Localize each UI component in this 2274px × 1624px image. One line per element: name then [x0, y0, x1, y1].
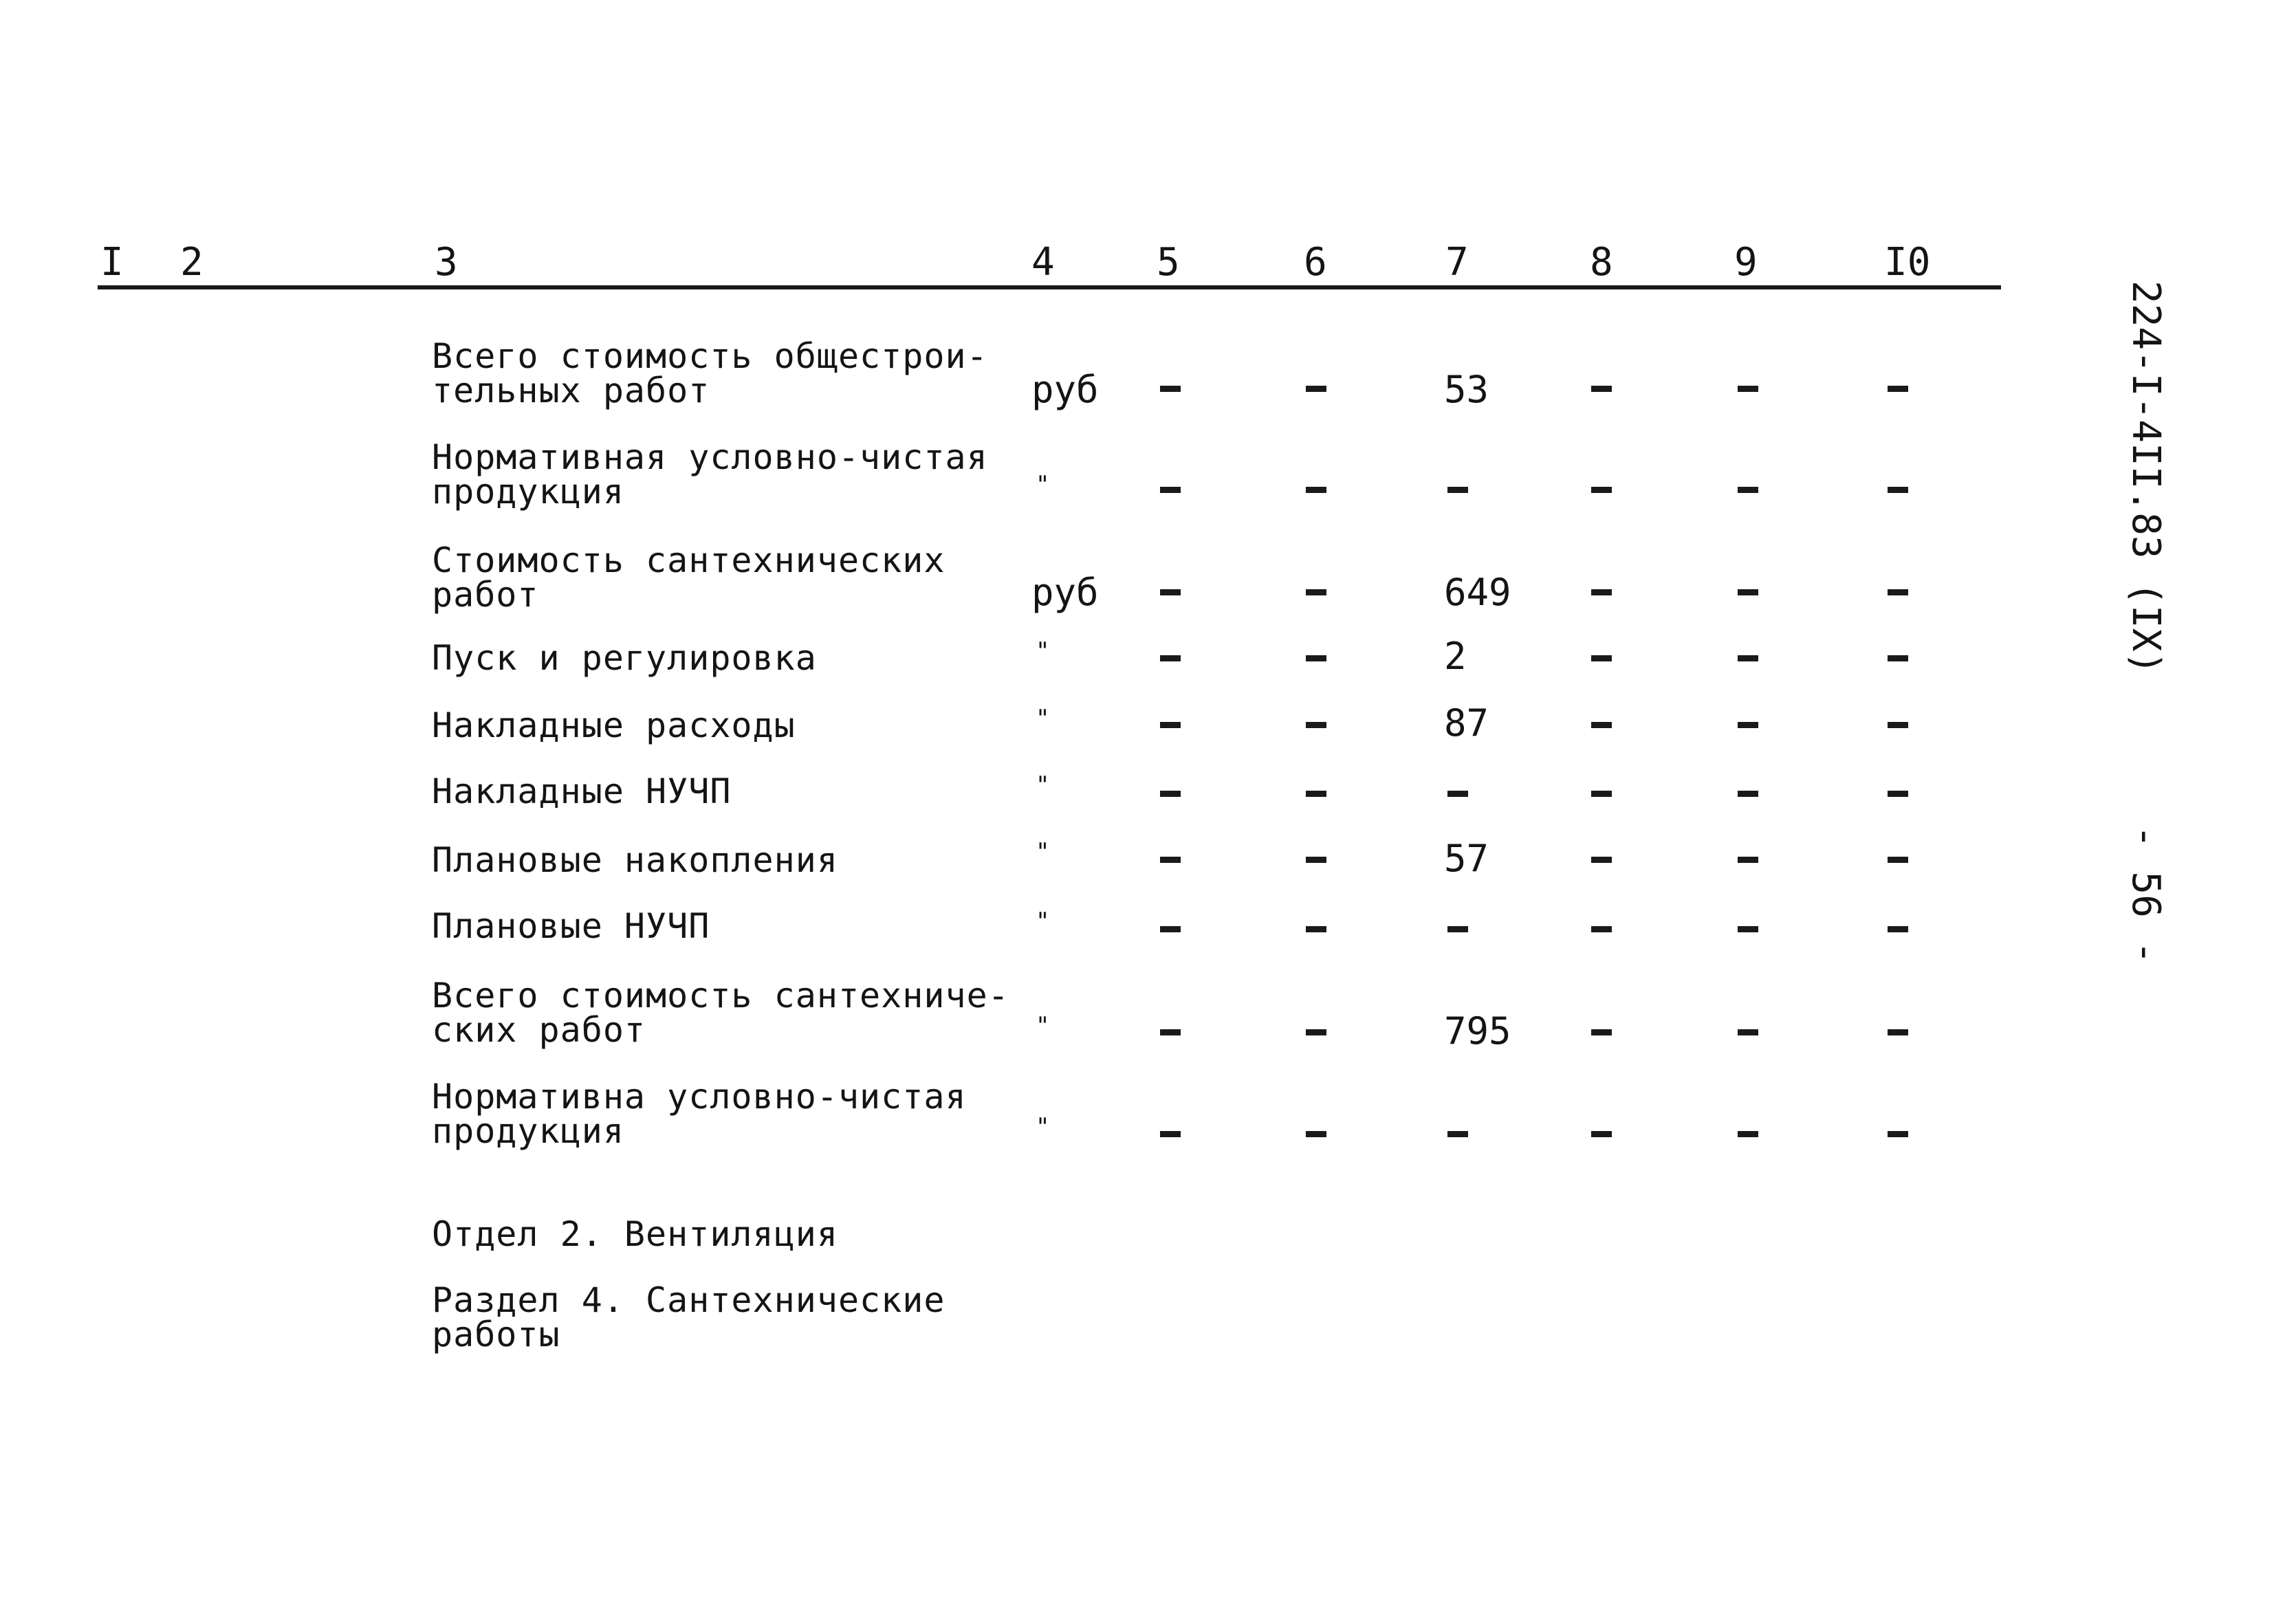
- document-code: 224-I-4II.83 (IX): [2123, 281, 2168, 675]
- col5-dash: [1160, 926, 1181, 932]
- col9-dash: [1738, 926, 1758, 932]
- col5-dash: [1160, 791, 1181, 797]
- col-header-1: I: [100, 240, 124, 285]
- col8-dash: [1591, 1029, 1612, 1035]
- col10-dash: [1888, 1029, 1908, 1035]
- row-label: Всего стоимость общестрои- тельных работ: [432, 336, 988, 410]
- row-label: Накладные расходы: [432, 705, 796, 745]
- unit-cell: ": [1036, 771, 1050, 799]
- col8-dash: [1591, 857, 1612, 863]
- col8-dash: [1591, 722, 1612, 728]
- col-header-8: 8: [1590, 240, 1613, 285]
- col9-dash: [1738, 1029, 1758, 1035]
- col10-dash: [1888, 791, 1908, 797]
- col5-dash: [1160, 655, 1181, 661]
- section-razdel: Раздел 4. Сантехнические работы: [432, 1280, 945, 1354]
- col7-dash: [1447, 791, 1468, 797]
- unit-cell: ": [1036, 908, 1050, 935]
- col5-dash: [1160, 487, 1181, 493]
- col8-dash: [1591, 487, 1612, 493]
- row-label: Нормативная условно-чистая продукция: [432, 437, 988, 512]
- col6-dash: [1306, 589, 1326, 595]
- row-label: Всего стоимость сантехниче- ских работ: [432, 976, 1009, 1050]
- value-cell: 2: [1444, 635, 1467, 678]
- col6-dash: [1306, 1029, 1326, 1035]
- value-cell: 795: [1444, 1009, 1511, 1053]
- col-header-3: 3: [435, 240, 458, 285]
- unit-cell: руб: [1031, 571, 1099, 614]
- col5-dash: [1160, 722, 1181, 728]
- unit-cell: ": [1036, 1113, 1050, 1141]
- col6-dash: [1306, 722, 1326, 728]
- col-header-4: 4: [1031, 240, 1055, 285]
- value-cell: 649: [1444, 571, 1511, 614]
- col6-dash: [1306, 857, 1326, 863]
- col7-dash: [1447, 1131, 1468, 1137]
- col6-dash: [1306, 386, 1326, 392]
- col10-dash: [1888, 386, 1908, 392]
- col-header-7: 7: [1445, 240, 1469, 285]
- col5-dash: [1160, 1029, 1181, 1035]
- col8-dash: [1591, 926, 1612, 932]
- row-label: Пуск и регулировка: [432, 638, 817, 678]
- col5-dash: [1160, 386, 1181, 392]
- col9-dash: [1738, 487, 1758, 493]
- row-label: Нормативна условно-чистая продукция: [432, 1077, 967, 1151]
- col10-dash: [1888, 857, 1908, 863]
- col9-dash: [1738, 857, 1758, 863]
- value-cell: 57: [1444, 837, 1489, 880]
- col-header-9: 9: [1734, 240, 1758, 285]
- col9-dash: [1738, 655, 1758, 661]
- section-otdel: Отдел 2. Вентиляция: [432, 1214, 838, 1254]
- col8-dash: [1591, 791, 1612, 797]
- col10-dash: [1888, 722, 1908, 728]
- unit-cell: руб: [1031, 368, 1099, 411]
- col6-dash: [1306, 655, 1326, 661]
- col10-dash: [1888, 926, 1908, 932]
- col10-dash: [1888, 655, 1908, 661]
- row-label: Стоимость сантехнических работ: [432, 540, 945, 615]
- col7-dash: [1447, 487, 1468, 493]
- col6-dash: [1306, 1131, 1326, 1137]
- header-rule: [98, 285, 2001, 289]
- col9-dash: [1738, 589, 1758, 595]
- col-header-6: 6: [1304, 240, 1327, 285]
- unit-cell: ": [1036, 705, 1050, 732]
- row-label: Плановые накопления: [432, 840, 838, 880]
- col5-dash: [1160, 857, 1181, 863]
- value-cell: 53: [1444, 368, 1489, 411]
- col8-dash: [1591, 1131, 1612, 1137]
- col10-dash: [1888, 589, 1908, 595]
- unit-cell: ": [1036, 1012, 1050, 1040]
- unit-cell: ": [1036, 838, 1050, 866]
- unit-cell: ": [1036, 471, 1050, 498]
- col5-dash: [1160, 589, 1181, 595]
- unit-cell: ": [1036, 637, 1050, 665]
- col9-dash: [1738, 386, 1758, 392]
- value-cell: 87: [1444, 701, 1489, 745]
- col5-dash: [1160, 1131, 1181, 1137]
- col8-dash: [1591, 655, 1612, 661]
- col8-dash: [1591, 589, 1612, 595]
- col9-dash: [1738, 722, 1758, 728]
- page-number: - 56 -: [2123, 825, 2168, 965]
- col6-dash: [1306, 926, 1326, 932]
- col-header-10: I0: [1884, 240, 1931, 285]
- col8-dash: [1591, 386, 1612, 392]
- row-label: Плановые НУЧП: [432, 906, 710, 946]
- row-label: Накладные НУЧП: [432, 771, 732, 811]
- col10-dash: [1888, 487, 1908, 493]
- col9-dash: [1738, 1131, 1758, 1137]
- col-header-5: 5: [1157, 240, 1180, 285]
- col10-dash: [1888, 1131, 1908, 1137]
- col9-dash: [1738, 791, 1758, 797]
- col7-dash: [1447, 926, 1468, 932]
- col-header-2: 2: [180, 240, 204, 285]
- col6-dash: [1306, 791, 1326, 797]
- col6-dash: [1306, 487, 1326, 493]
